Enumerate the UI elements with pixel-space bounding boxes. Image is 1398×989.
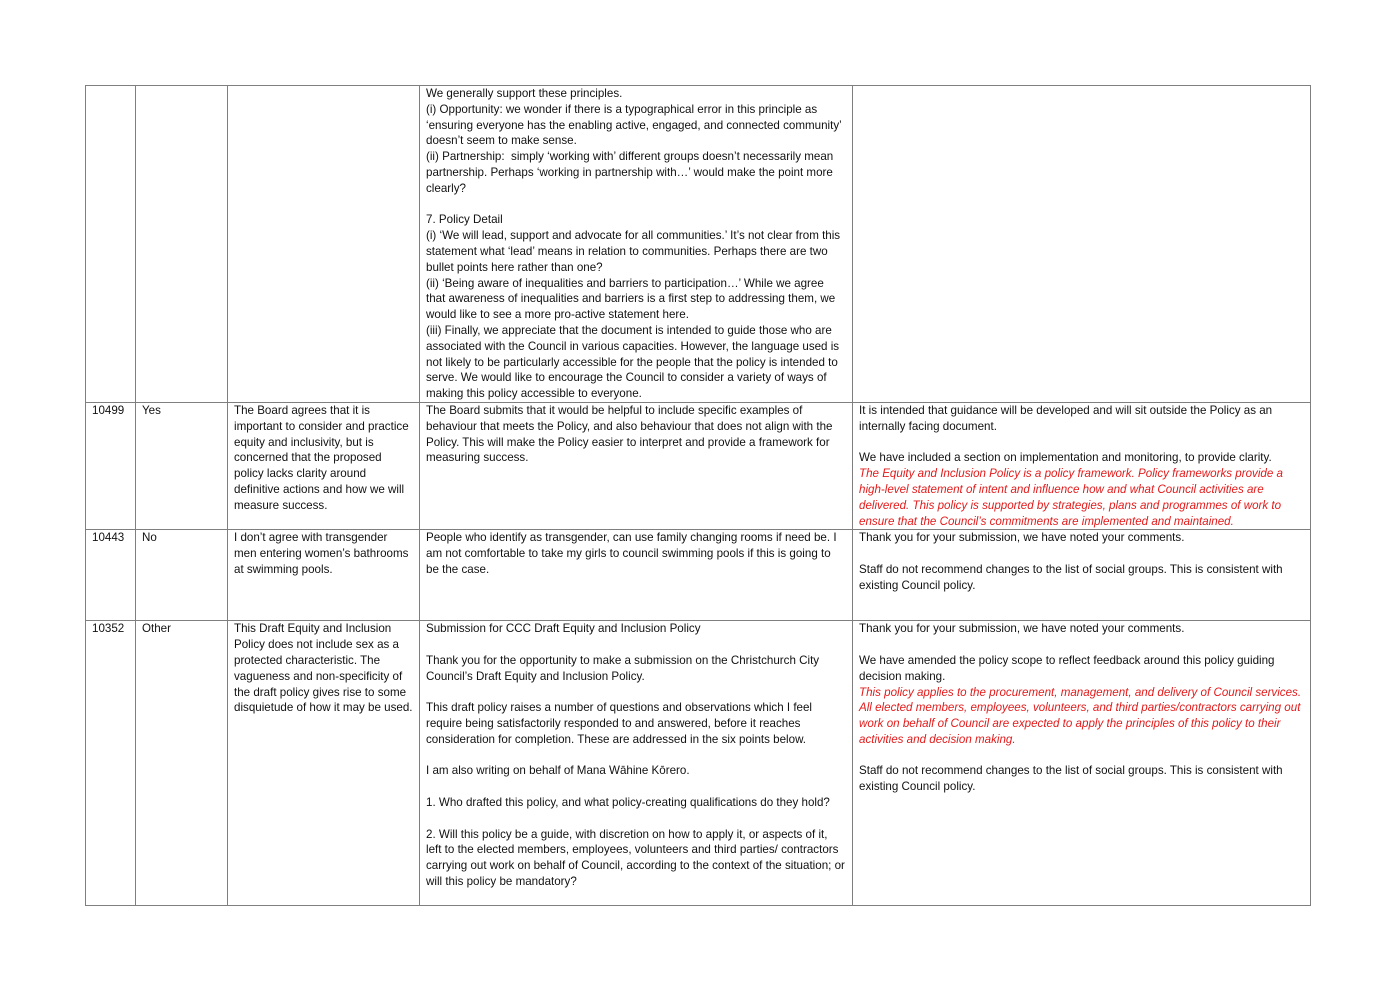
submission-paragraph: Thank you for the opportunity to make a submission on the Christchurch City Council’s Draft Equity and Inclusion Policy.: [426, 653, 823, 683]
staff-response: [853, 621, 1311, 906]
response-paragraph: We have amended the policy scope to reflect feedback around this policy guiding decision making.: [859, 653, 1278, 683]
submission-paragraph: We generally support these principles. (i) Opportunity: we wonder if there is a typographical error in this principle as ‘ensuring everyone has the enabling active, engaged, and connected community’ doesn’t seem to make sense. (ii) Partnership: simply ‘working with’ different groups doesn’t necessarily mean partnership. Perhaps ‘working in partnership with…’ would make the point more clearly?: [426, 87, 842, 195]
submission-paragraph: I am also writing on behalf of Mana Wāhine Kōrero.: [426, 764, 690, 778]
support-status: Other: [136, 621, 228, 906]
table-row: [86, 530, 1311, 621]
submission-summary: I don’t agree with transgender men entering women’s bathrooms at swimming pools.: [228, 530, 420, 621]
staff-response: [853, 402, 1311, 529]
submission-summary: The Board agrees that it is important to consider and practice equity and inclusivity, but is concerned that the proposed policy lacks clarity around definitive actions and how we will measure success.: [228, 402, 420, 529]
support-status: No: [136, 530, 228, 621]
table-row: [86, 86, 1311, 403]
submission-paragraph: This draft policy raises a number of questions and observations which I feel require being satisfactorily responded to and answered, before it reaches consideration for completion. These are addressed in the six points below.: [426, 701, 816, 746]
response-paragraph: We have included a section on implementation and monitoring, to provide clarity.: [859, 451, 1272, 465]
response-paragraph: Staff do not recommend changes to the list of social groups. This is consistent with existing Council policy.: [859, 562, 1286, 592]
submission-paragraph: 1. Who drafted this policy, and what policy-creating qualifications do they hold?: [426, 796, 830, 810]
submission-paragraph: 7. Policy Detail (i) ‘We will lead, support and advocate for all communities.’ It’s not clear from this statement what ‘lead’ means in relation to communities. Perhaps there are two bullet points here rather than one? (ii) ‘Being aware of inequalities and barriers to participation…’ While we agree that awareness of inequalities and barriers is a first step to addressing them, we would like to see a more pro-active statement here. (iii) Finally, we appreciate that the document is intended to guide those who are associated with the Council in various capacities. However, the language used is not likely to be particularly accessible for the people that the policy is intended to serve. We would like to encourage the Council to consider a variety of ways of making this policy accessible to everyone.: [426, 213, 841, 401]
response-paragraph: It is intended that guidance will be developed and will sit outside the Policy as an internally facing document.: [859, 403, 1276, 433]
submission-id: 10499: [86, 402, 136, 529]
submission-text: [420, 86, 853, 403]
response-paragraph: Staff do not recommend changes to the list of social groups. This is consistent with existing Council policy.: [859, 764, 1286, 794]
submission-id: 10443: [86, 530, 136, 621]
submission-id: [86, 86, 136, 403]
submission-paragraph: 2. Will this policy be a guide, with discretion on how to apply it, or aspects of it, left to the elected members, employees, volunteers and third parties/ contractors carrying out work on behalf of Council, according to the context of the situation; or will this policy be mandatory?: [426, 827, 849, 889]
submission-text: [420, 621, 853, 906]
submission-summary: [228, 86, 420, 403]
response-highlight: The Equity and Inclusion Policy is a policy framework. Policy frameworks provide a high-level statement of intent and influence how and what Council activities are delivered. This policy is supported by strategies, plans and programmes of work to ensure that the Council’s commitments are implemented and maintained.: [859, 467, 1287, 528]
staff-response: [853, 86, 1311, 403]
submission-id: 10352: [86, 621, 136, 906]
submission-paragraph: The Board submits that it would be helpful to include specific examples of behaviour that meets the Policy, and also behaviour that does not align with the Policy. This will make the Policy easier to interpret and provide a framework for measuring success.: [426, 403, 836, 465]
response-highlight: This policy applies to the procurement, management, and delivery of Council services. All elected members, employees, volunteers, and third parties/contractors carrying out work on behalf of Council are expected to apply the principles of this policy to their activities and decision making.: [859, 685, 1304, 746]
support-status: [136, 86, 228, 403]
submission-text: [420, 530, 853, 621]
response-paragraph: Thank you for your submission, we have noted your comments.: [859, 622, 1185, 636]
submission-paragraph: People who identify as transgender, can use family changing rooms if need be. I am not comfortable to take my girls to council swimming pools if this is going to be the case.: [426, 531, 840, 576]
table-row: [86, 402, 1311, 529]
support-status: Yes: [136, 402, 228, 529]
response-paragraph: Thank you for your submission, we have noted your comments.: [859, 531, 1185, 545]
submission-summary: This Draft Equity and Inclusion Policy does not include sex as a protected characteristic. The vagueness and non-specificity of the draft policy gives rise to some disquietude of how it may be used.: [228, 621, 420, 906]
submission-text: [420, 402, 853, 529]
submissions-table: [85, 85, 1311, 906]
staff-response: [853, 530, 1311, 621]
table-row: [86, 621, 1311, 906]
submission-paragraph: Submission for CCC Draft Equity and Inclusion Policy: [426, 622, 701, 636]
